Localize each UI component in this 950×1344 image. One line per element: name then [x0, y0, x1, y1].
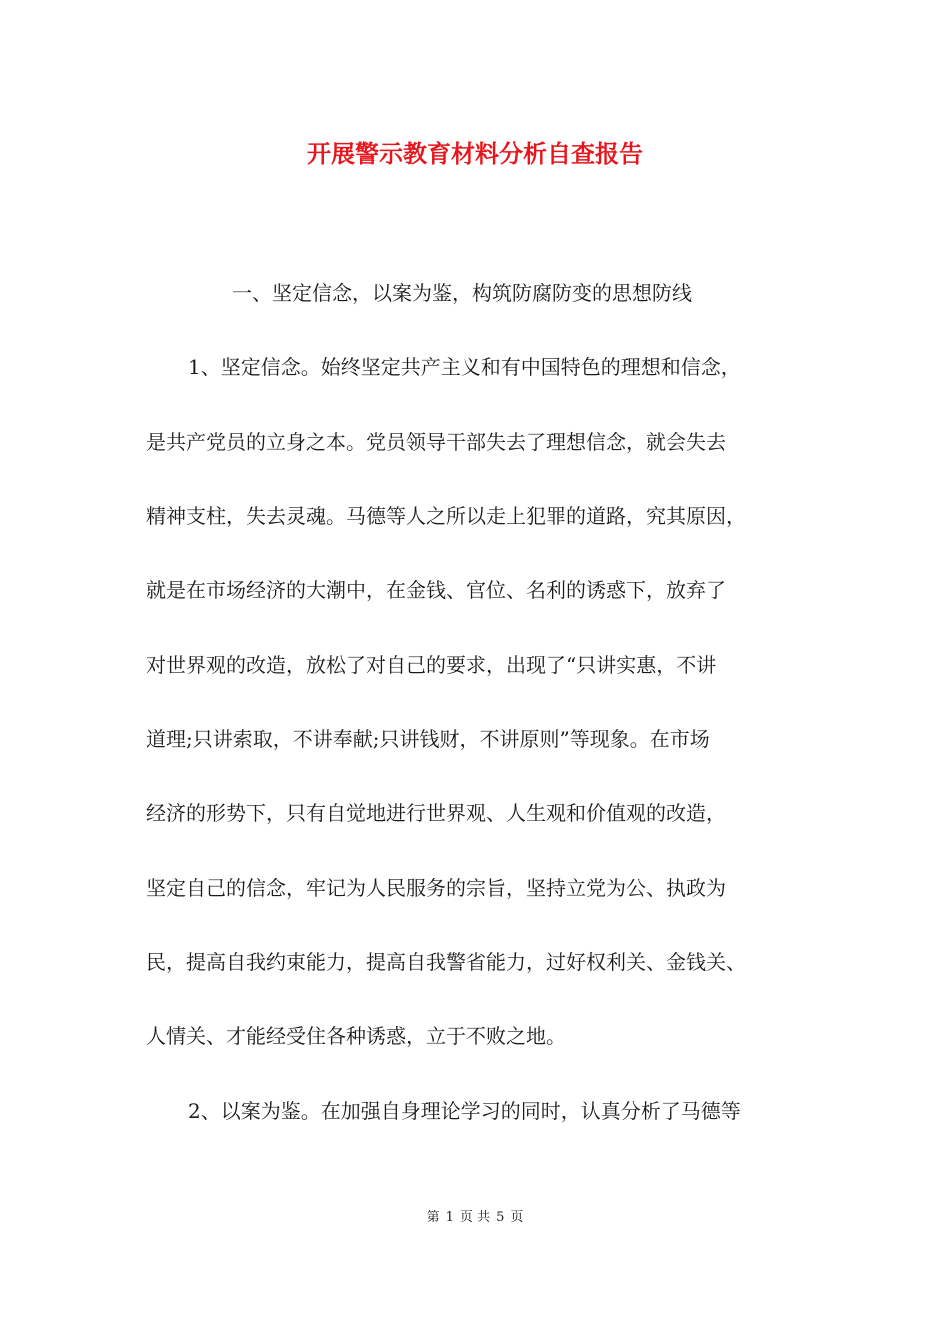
section-heading: 一、坚定信念，以案为鉴，构筑防腐防变的思想防线	[232, 281, 692, 305]
paragraph-line: 经济的形势下，只有自觉地进行世界观、人生观和价值观的改造，	[146, 801, 726, 825]
paragraph-line: 民，提高自我约束能力，提高自我警省能力，过好权利关、金钱关、	[146, 950, 746, 974]
paragraph-line: 1、坚定信念。始终坚定共产主义和有中国特色的理想和信念，	[188, 355, 741, 379]
paragraph-line: 人情关、才能经受住各种诱惑，立于不败之地。	[146, 1024, 566, 1048]
current-page-number: 1	[445, 1210, 454, 1225]
paragraph-line: 就是在市场经济的大潮中，在金钱、官位、名利的诱惑下，放弃了	[146, 578, 726, 602]
paragraph-line: 2、以案为鉴。在加强自身理论学习的同时，认真分析了马德等	[188, 1099, 741, 1123]
page-suffix: 页	[510, 1210, 524, 1225]
total-pages-number: 5	[496, 1210, 505, 1225]
document-title: 开展警示教育材料分析自查报告	[307, 139, 643, 168]
page-prefix: 第	[426, 1210, 440, 1225]
page-footer	[0, 1208, 950, 1228]
paragraph-line: 对世界观的改造，放松了对自己的要求，出现了“只讲实惠，不讲	[146, 653, 717, 677]
paragraph-line: 坚定自己的信念，牢记为人民服务的宗旨，坚持立党为公、执政为	[146, 876, 726, 900]
paragraph-line: 是共产党员的立身之本。党员领导干部失去了理想信念，就会失去	[146, 430, 726, 454]
paragraph-line: 道理;只讲索取，不讲奉献;只讲钱财，不讲原则”等现象。在市场	[146, 727, 710, 751]
paragraph-line: 精神支柱，失去灵魂。马德等人之所以走上犯罪的道路，究其原因，	[146, 504, 746, 528]
page-mid-text: 页 共	[459, 1210, 491, 1225]
